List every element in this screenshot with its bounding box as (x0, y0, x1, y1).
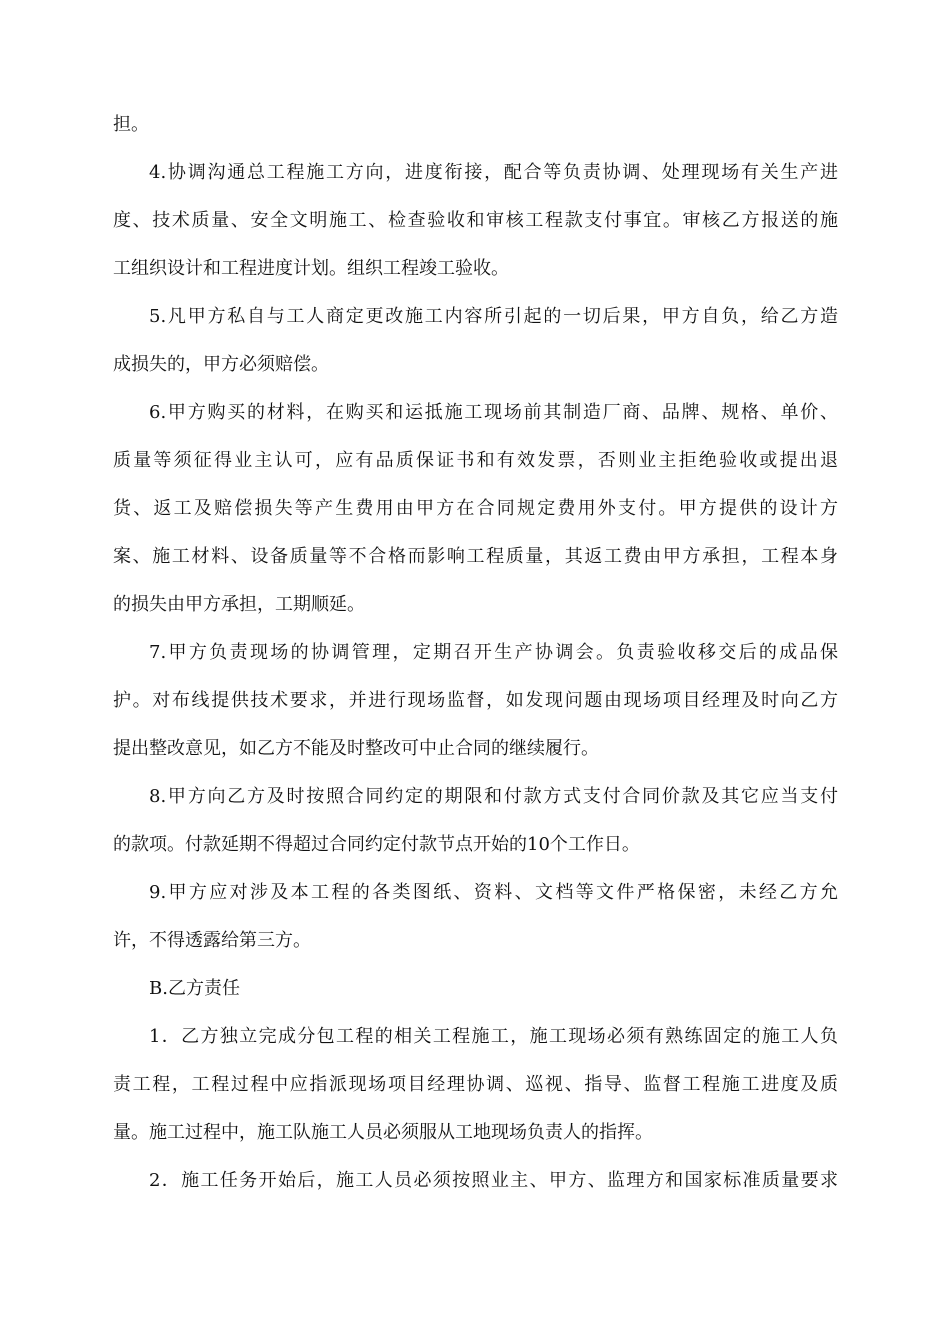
text-line: 护。对布线提供技术要求，并进行现场监督，如发现问题由现场项目经理及时向乙方 (113, 690, 838, 711)
text-line: 成损失的，甲方必须赔偿。 (113, 354, 329, 375)
text-line: 质量等须征得业主认可，应有品质保证书和有效发票，否则业主拒绝验收或提出退 (113, 450, 838, 471)
text-line: 8.甲方向乙方及时按照合同约定的期限和付款方式支付合同价款及其它应当支付 (149, 786, 838, 807)
text-line: 担。 (113, 114, 149, 135)
text-line: 度、技术质量、安全文明施工、检查验收和审核工程款支付事宜。审核乙方报送的施 (113, 210, 838, 231)
text-line: 提出整改意见，如乙方不能及时整改可中止合同的继续履行。 (113, 738, 599, 759)
text-line: 7.甲方负责现场的协调管理，定期召开生产协调会。负责验收移交后的成品保 (149, 642, 838, 663)
text-line: 工组织设计和工程进度计划。组织工程竣工验收。 (113, 258, 509, 279)
text-line: 6.甲方购买的材料，在购买和运抵施工现场前其制造厂商、品牌、规格、单价、 (149, 402, 838, 423)
text-line: 4.协调沟通总工程施工方向，进度衔接，配合等负责协调、处理现场有关生产进 (149, 162, 838, 183)
text-line: 2．施工任务开始后，施工人员必须按照业主、甲方、监理方和国家标准质量要求 (149, 1170, 838, 1191)
text-line: 许，不得透露给第三方。 (113, 930, 311, 951)
text-line: 货、返工及赔偿损失等产生费用由甲方在合同规定费用外支付。甲方提供的设计方 (113, 498, 838, 519)
text-line: 5.凡甲方私自与工人商定更改施工内容所引起的一切后果，甲方自负，给乙方造 (149, 306, 838, 327)
text-line: 责工程，工程过程中应指派现场项目经理协调、巡视、指导、监督工程施工进度及质 (113, 1074, 838, 1095)
text-line: 案、施工材料、设备质量等不合格而影响工程质量，其返工费由甲方承担，工程本身 (113, 546, 838, 567)
text-line: 量。施工过程中，施工队施工人员必须服从工地现场负责人的指挥。 (113, 1122, 653, 1143)
text-line: 9.甲方应对涉及本工程的各类图纸、资料、文档等文件严格保密，未经乙方允 (149, 882, 838, 903)
text-line: 1．乙方独立完成分包工程的相关工程施工，施工现场必须有熟练固定的施工人负 (149, 1026, 838, 1047)
text-line: 的款项。付款延期不得超过合同约定付款节点开始的10个工作日。 (113, 834, 640, 855)
section-heading: B.乙方责任 (149, 978, 240, 999)
text-line: 的损失由甲方承担，工期顺延。 (113, 594, 365, 615)
